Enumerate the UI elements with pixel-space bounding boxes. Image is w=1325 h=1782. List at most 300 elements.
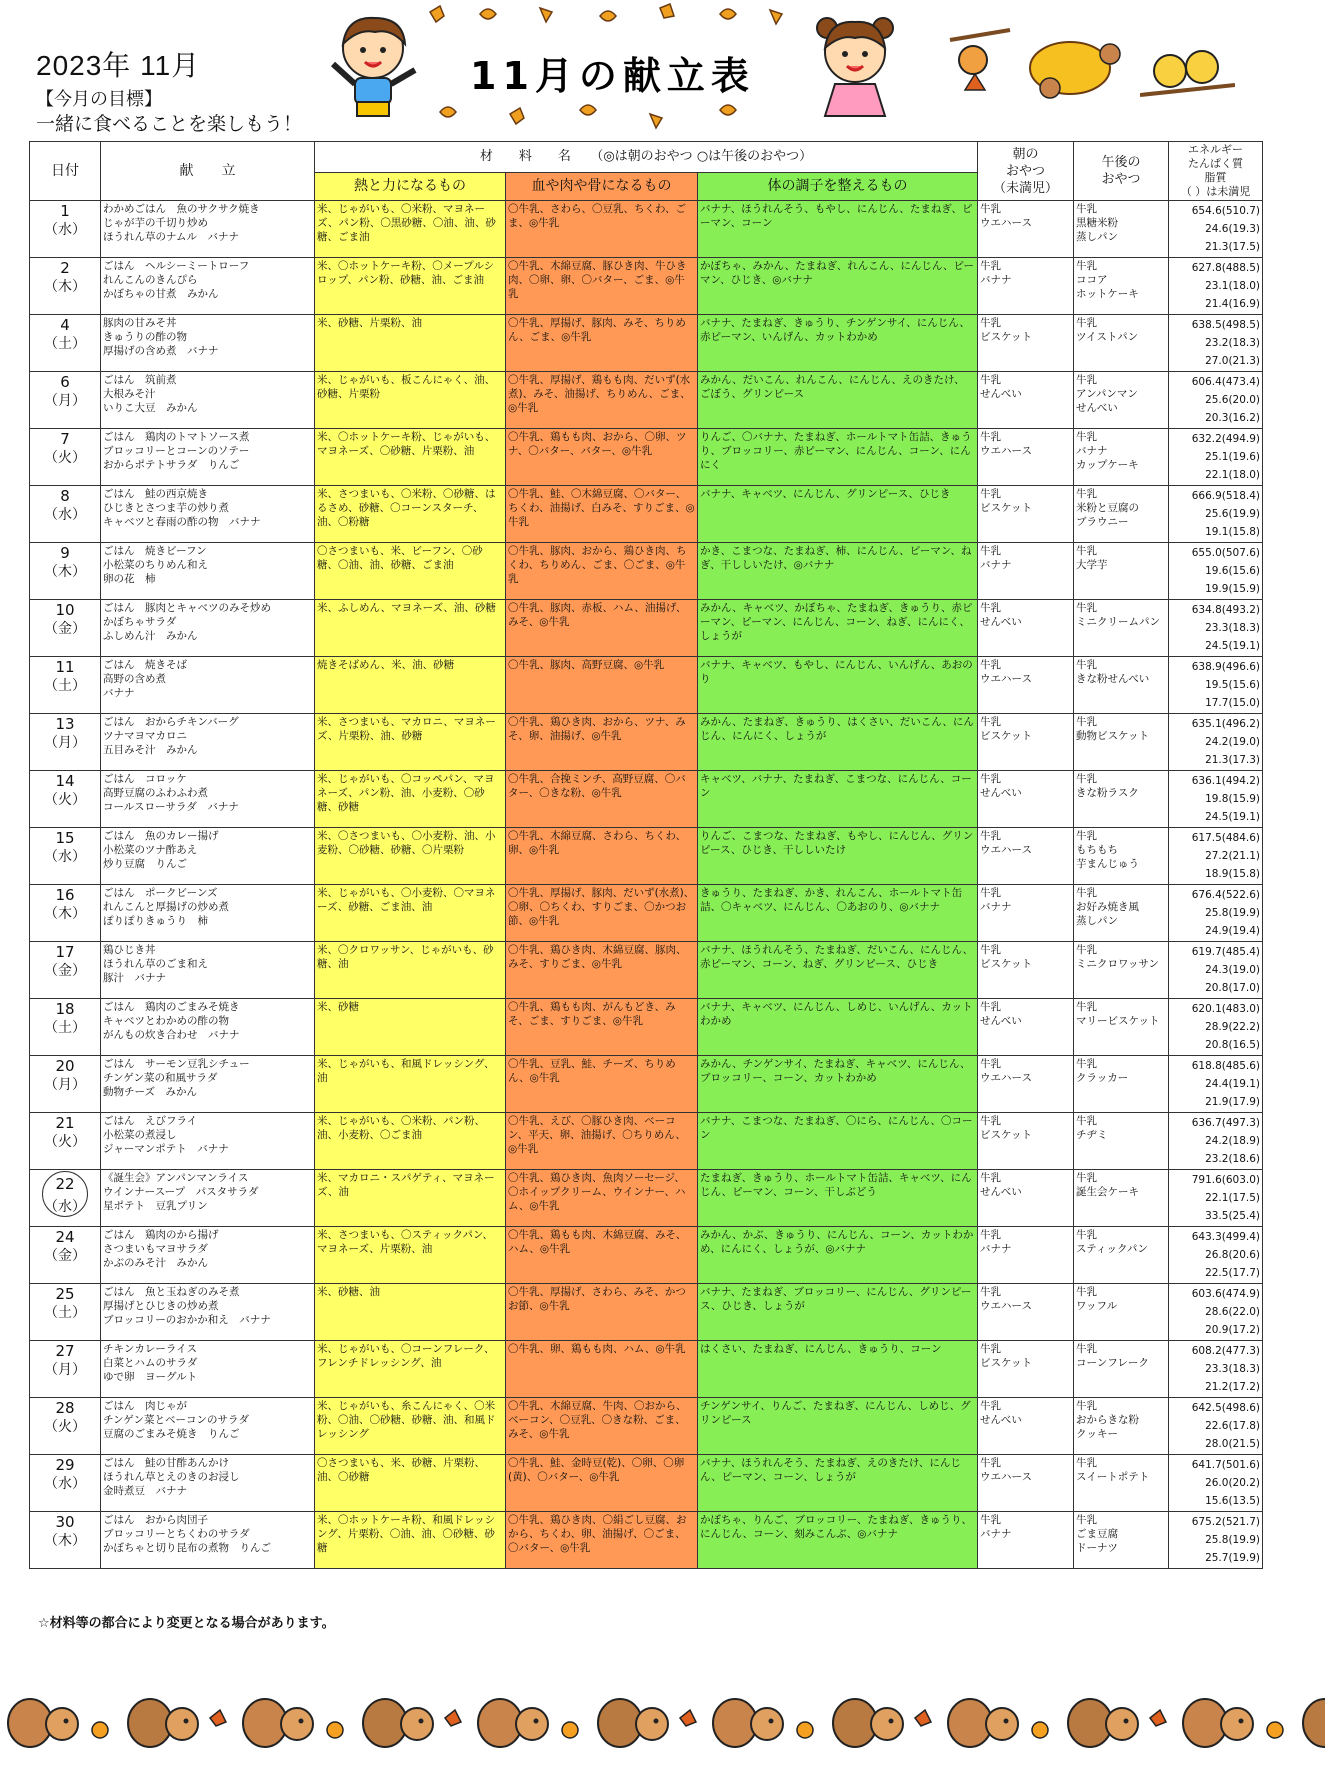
weekday: （火）: [44, 1134, 86, 1150]
heat-ingredients-cell: 米、さつまいも、〇スティックパン、マヨネーズ、片栗粉、油: [315, 1227, 506, 1284]
date-cell: [30, 1341, 101, 1398]
blood-ingredients-cell: 〇牛乳、木綿豆腐、豚ひき肉、牛ひき肉、〇卵、卵、〇バター、ごま、◎牛乳: [506, 258, 698, 315]
protein-value: 23.3(18.3): [1205, 622, 1261, 634]
blood-ingredients-cell: 〇牛乳、鶏ひき肉、〇絹ごし豆腐、おから、ちくわ、卵、油揚げ、〇ごま、〇バター、◎牛乳: [506, 1512, 698, 1569]
weekday: （水）: [44, 849, 86, 865]
fat-value: 21.2(17.2): [1205, 1381, 1261, 1393]
menu-cell: ごはん 焼きビーフン 小松菜のちりめん和え 卵の花 柿: [101, 543, 315, 600]
menu-cell: チキンカレーライス 白菜とハムのサラダ ゆで卵 ヨーグルト: [101, 1341, 315, 1398]
date-cell: [30, 543, 101, 600]
table-row: [30, 600, 1263, 657]
heat-ingredients-cell: 米、〇さつまいも、〇小麦粉、油、小麦粉、〇砂糖、砂糖、〇片栗粉: [315, 828, 506, 885]
nutrition-cell: [1169, 942, 1263, 999]
table-row: [30, 1512, 1263, 1569]
nutrition-cell: [1169, 657, 1263, 714]
body-ingredients-cell: バナナ、たまねぎ、ブロッコリー、にんじん、グリンピース、ひじき、しょうが: [698, 1284, 978, 1341]
afternoon-snack-cell: 牛乳 アンパンマン せんべい: [1074, 372, 1169, 429]
menu-cell: 《誕生会》アンパンマンライス ウインナースープ パスタサラダ 星ポテト 豆乳プリン: [101, 1170, 315, 1227]
date-number: 1: [60, 202, 70, 220]
body-ingredients-cell: みかん、かぶ、きゅうり、にんじん、コーン、カットわかめ、にんにく、しょうが、◎バナナ: [698, 1227, 978, 1284]
table-row: [30, 771, 1263, 828]
date-number: 21: [55, 1114, 75, 1132]
protein-value: 19.5(15.6): [1205, 679, 1261, 691]
energy-value: 627.8(488.5): [1191, 262, 1261, 274]
afternoon-snack-cell: 牛乳 ミニクロワッサン: [1074, 942, 1169, 999]
fat-value: 22.1(18.0): [1205, 469, 1261, 481]
table-row: [30, 1227, 1263, 1284]
energy-value: 620.1(483.0): [1191, 1003, 1261, 1015]
heat-ingredients-cell: 米、ふしめん、マヨネーズ、油、砂糖: [315, 600, 506, 657]
morning-snack-cell: 牛乳 ウエハース: [978, 657, 1074, 714]
body-ingredients-cell: バナナ、キャベツ、にんじん、グリンピース、ひじき: [698, 486, 978, 543]
afternoon-snack-cell: 牛乳 スティックパン: [1074, 1227, 1169, 1284]
weekday: （水）: [44, 1476, 86, 1492]
date-cell: [30, 1284, 101, 1341]
energy-value: 608.2(477.3): [1191, 1345, 1261, 1357]
weekday: （金）: [44, 1248, 86, 1264]
fat-value: 21.4(16.9): [1205, 298, 1261, 310]
leaf-animals-illustration: [1025, 30, 1130, 110]
fat-value: 20.8(17.0): [1205, 982, 1261, 994]
morning-snack-cell: 牛乳 バナナ: [978, 258, 1074, 315]
table-row: [30, 543, 1263, 600]
table-row: [30, 714, 1263, 771]
fat-value: 21.3(17.3): [1205, 754, 1261, 766]
menu-cell: ごはん えびフライ 小松菜の煮浸し ジャーマンポテト バナナ: [101, 1113, 315, 1170]
morning-snack-cell: 牛乳 ビスケット: [978, 486, 1074, 543]
heat-ingredients-cell: 〇さつまいも、米、ビーフン、〇砂糖、〇油、油、砂糖、ごま油: [315, 543, 506, 600]
energy-value: 634.8(493.2): [1191, 604, 1261, 616]
body-ingredients-cell: かぼちゃ、りんご、ブロッコリー、たまねぎ、きゅうり、にんじん、コーン、刻みこんぶ、◎バナナ: [698, 1512, 978, 1569]
date-cell: [30, 828, 101, 885]
menu-cell: ごはん 魚と玉ねぎのみそ煮 厚揚げとひじきの炒め煮 ブロッコリーのおかか和え バナナ: [101, 1284, 315, 1341]
date-number: 8: [60, 487, 70, 505]
menu-cell: ごはん サーモン豆乳シチュー チンゲン菜の和風サラダ 動物チーズ みかん: [101, 1056, 315, 1113]
weekday: （月）: [44, 735, 86, 751]
menu-cell: ごはん 鶏肉のトマトソース煮 ブロッコリーとコーンのソテー おからポテトサラダ りんご: [101, 429, 315, 486]
blood-ingredients-cell: 〇牛乳、豚肉、高野豆腐、◎牛乳: [506, 657, 698, 714]
body-ingredients-cell: みかん、だいこん、れんこん、にんじん、えのきたけ、ごぼう、グリンピース: [698, 372, 978, 429]
menu-cell: ごはん 肉じゃが チンゲン菜とベーコンのサラダ 豆腐のごまみそ焼き りんご: [101, 1398, 315, 1455]
chicks-illustration: [1140, 35, 1235, 110]
morning-snack-cell: 牛乳 ビスケット: [978, 714, 1074, 771]
heat-ingredients-cell: 米、砂糖、油: [315, 1284, 506, 1341]
heat-ingredients-cell: 米、〇ホットケーキ粉、じゃがいも、マヨネーズ、〇砂糖、片栗粉、油: [315, 429, 506, 486]
date-cell: [30, 714, 101, 771]
protein-value: 24.2(19.0): [1205, 736, 1261, 748]
afternoon-snack-cell: 牛乳 もちもち 芋まんじゅう: [1074, 828, 1169, 885]
afternoon-snack-cell: 牛乳 誕生会ケーキ: [1074, 1170, 1169, 1227]
energy-value: 666.9(518.4): [1191, 490, 1261, 502]
fat-value: 24.5(19.1): [1205, 640, 1261, 652]
afternoon-snack-cell: 牛乳 チヂミ: [1074, 1113, 1169, 1170]
protein-value: 23.1(18.0): [1205, 280, 1261, 292]
nutrition-cell: [1169, 1512, 1263, 1569]
weekday: （土）: [44, 1020, 86, 1036]
blood-ingredients-cell: 〇牛乳、木綿豆腐、牛肉、〇おから、ベーコン、〇豆乳、〇きな粉、ごま、みそ、◎牛乳: [506, 1398, 698, 1455]
protein-value: 25.6(19.9): [1205, 508, 1261, 520]
body-ingredients-cell: きゅうり、たまねぎ、かき、れんこん、ホールトマト缶詰、〇キャベツ、にんじん、〇あおのり、◎バナナ: [698, 885, 978, 942]
fat-value: 15.6(13.5): [1205, 1495, 1261, 1507]
header-body-condition: 体の調子を整えるもの: [698, 172, 978, 200]
blood-ingredients-cell: 〇牛乳、鮭、〇木綿豆腐、〇バター、ちくわ、油揚げ、白みそ、すりごま、◎牛乳: [506, 486, 698, 543]
heat-ingredients-cell: 米、じゃがいも、〇コッペパン、マヨネーズ、パン粉、油、小麦粉、〇砂糖、砂糖: [315, 771, 506, 828]
afternoon-snack-cell: 牛乳 黒糖米粉 蒸しパン: [1074, 201, 1169, 258]
afternoon-snack-cell: 牛乳 お好み焼き風 蒸しパン: [1074, 885, 1169, 942]
protein-value: 24.6(19.3): [1205, 223, 1261, 235]
date-number: 24: [55, 1228, 75, 1246]
afternoon-snack-cell: 牛乳 きな粉せんべい: [1074, 657, 1169, 714]
menu-cell: 豚肉の甘みそ丼 きゅうりの酢の物 厚揚げの含め煮 バナナ: [101, 315, 315, 372]
date-cell: [30, 258, 101, 315]
nutrition-cell: [1169, 600, 1263, 657]
date-number: 16: [55, 886, 75, 904]
date-number: 10: [55, 601, 75, 619]
nutrition-cell: [1169, 543, 1263, 600]
fat-value: 25.7(19.9): [1205, 1552, 1261, 1564]
nutrition-cell: [1169, 429, 1263, 486]
weekday: （水）: [44, 1199, 86, 1215]
nutrition-cell: [1169, 1398, 1263, 1455]
date-cell: [30, 885, 101, 942]
blood-ingredients-cell: 〇牛乳、厚揚げ、豚肉、みそ、ちりめん、ごま、◎牛乳: [506, 315, 698, 372]
fat-value: 19.9(15.9): [1205, 583, 1261, 595]
body-ingredients-cell: チンゲンサイ、りんご、たまねぎ、にんじん、しめじ、グリンピース: [698, 1398, 978, 1455]
heat-ingredients-cell: 米、〇ホットケーキ粉、〇メープルシロップ、パン粉、砂糖、油、ごま油: [315, 258, 506, 315]
protein-value: 24.3(19.0): [1205, 964, 1261, 976]
blood-ingredients-cell: 〇牛乳、卵、鶏もも肉、ハム、◎牛乳: [506, 1341, 698, 1398]
table-row: [30, 429, 1263, 486]
header-date: 日付: [30, 142, 101, 201]
blood-ingredients-cell: 〇牛乳、木綿豆腐、さわら、ちくわ、卵、◎牛乳: [506, 828, 698, 885]
menu-cell: ごはん おからチキンバーグ ツナマヨマカロニ 五目みそ汁 みかん: [101, 714, 315, 771]
menu-cell: ごはん 豚肉とキャベツのみそ炒め かぼちゃサラダ ふしめん汁 みかん: [101, 600, 315, 657]
fat-value: 20.3(16.2): [1205, 412, 1261, 424]
birthday-date-circle: [42, 1171, 88, 1217]
energy-value: 638.5(498.5): [1191, 319, 1261, 331]
blood-ingredients-cell: 〇牛乳、合挽ミンチ、高野豆腐、〇バター、〇きな粉、◎牛乳: [506, 771, 698, 828]
weekday: （木）: [44, 1533, 86, 1549]
protein-value: 24.4(19.1): [1205, 1078, 1261, 1090]
header-menu: 献 立: [101, 142, 315, 201]
date-cell: [30, 942, 101, 999]
weekday: （木）: [44, 906, 86, 922]
menu-cell: ごはん 魚のカレー揚げ 小松菜のツナ酢あえ 炒り豆腐 りんご: [101, 828, 315, 885]
blood-ingredients-cell: 〇牛乳、えび、〇豚ひき肉、ベーコン、平天、卵、油揚げ、〇ちりめん、◎牛乳: [506, 1113, 698, 1170]
nutrition-cell: [1169, 828, 1263, 885]
menu-rows: [30, 201, 1263, 1569]
date-number: 6: [60, 373, 70, 391]
menu-cell: ごはん 筑前煮 大根みそ汁 いりこ大豆 みかん: [101, 372, 315, 429]
date-cell: [30, 372, 101, 429]
energy-value: 655.0(507.6): [1191, 547, 1261, 559]
body-ingredients-cell: りんご、〇バナナ、たまねぎ、ホールトマト缶詰、きゅうり、ブロッコリー、赤ピーマン、にんじん、コーン、にんにく: [698, 429, 978, 486]
energy-value: 642.5(498.6): [1191, 1402, 1261, 1414]
heat-ingredients-cell: 〇さつまいも、米、砂糖、片栗粉、油、〇砂糖: [315, 1455, 506, 1512]
energy-value: 636.7(497.3): [1191, 1117, 1261, 1129]
table-row: [30, 657, 1263, 714]
nutrition-cell: [1169, 258, 1263, 315]
menu-cell: ごはん コロッケ 高野豆腐のふわふわ煮 コールスローサラダ バナナ: [101, 771, 315, 828]
fat-value: 24.5(19.1): [1205, 811, 1261, 823]
morning-snack-cell: 牛乳 ビスケット: [978, 1113, 1074, 1170]
afternoon-snack-cell: 牛乳 きな粉ラスク: [1074, 771, 1169, 828]
afternoon-snack-cell: 牛乳 大学芋: [1074, 543, 1169, 600]
date-number: 29: [55, 1456, 75, 1474]
morning-snack-cell: 牛乳 バナナ: [978, 1512, 1074, 1569]
morning-snack-cell: 牛乳 せんべい: [978, 1398, 1074, 1455]
goal-label: 【今月の目標】: [36, 89, 162, 110]
blood-ingredients-cell: 〇牛乳、鶏もも肉、おから、〇卵、ツナ、〇バター、バター、◎牛乳: [506, 429, 698, 486]
date-number: 18: [55, 1000, 75, 1018]
morning-snack-cell: 牛乳 バナナ: [978, 885, 1074, 942]
weekday: （土）: [44, 336, 86, 352]
date-cell: [30, 201, 101, 258]
body-ingredients-cell: バナナ、こまつな、たまねぎ、〇にら、にんじん、〇コーン: [698, 1113, 978, 1170]
heat-ingredients-cell: 米、じゃがいも、〇小麦粉、〇マヨネーズ、砂糖、ごま油、油: [315, 885, 506, 942]
nutrition-cell: [1169, 714, 1263, 771]
energy-value: 675.2(521.7): [1191, 1516, 1261, 1528]
menu-cell: ごはん 焼きそば 高野の含め煮 バナナ: [101, 657, 315, 714]
energy-value: 635.1(496.2): [1191, 718, 1261, 730]
fat-value: 18.9(15.8): [1205, 868, 1261, 880]
weekday: （土）: [44, 678, 86, 694]
body-ingredients-cell: バナナ、たまねぎ、きゅうり、チンゲンサイ、にんじん、赤ピーマン、いんげん、カットわかめ: [698, 315, 978, 372]
page-title: 11月の献立表: [470, 54, 755, 98]
table-row: [30, 1341, 1263, 1398]
table-row: [30, 828, 1263, 885]
morning-snack-cell: 牛乳 ウエハース: [978, 429, 1074, 486]
body-ingredients-cell: バナナ、ほうれんそう、たまねぎ、だいこん、にんじん、赤ピーマン、コーン、ねぎ、グリンピース、ひじき: [698, 942, 978, 999]
afternoon-snack-cell: 牛乳 コーンフレーク: [1074, 1341, 1169, 1398]
weekday: （土）: [44, 1305, 86, 1321]
menu-cell: 鶏ひじき丼 ほうれん草のごま和え 豚汁 バナナ: [101, 942, 315, 999]
afternoon-snack-cell: 牛乳 バナナ カップケーキ: [1074, 429, 1169, 486]
date-cell: [30, 1056, 101, 1113]
menu-cell: わかめごはん 魚のサクサク焼き じゃが芋の千切り炒め ほうれん草のナムル バナナ: [101, 201, 315, 258]
weekday: （水）: [44, 222, 86, 238]
heat-ingredients-cell: 米、〇クロワッサン、じゃがいも、砂糖、油: [315, 942, 506, 999]
body-ingredients-cell: キャベツ、バナナ、たまねぎ、こまつな、にんじん、コーン: [698, 771, 978, 828]
body-ingredients-cell: りんご、こまつな、たまねぎ、もやし、にんじん、グリンピース、ひじき、干ししいたけ: [698, 828, 978, 885]
afternoon-snack-cell: 牛乳 米粉と豆腐の ブラウニー: [1074, 486, 1169, 543]
table-row: [30, 1398, 1263, 1455]
table-row: [30, 201, 1263, 258]
protein-value: 23.3(18.3): [1205, 1363, 1261, 1375]
morning-snack-cell: 牛乳 ウエハース: [978, 1284, 1074, 1341]
morning-snack-cell: 牛乳 ウエハース: [978, 1455, 1074, 1512]
morning-snack-cell: 牛乳 ウエハース: [978, 828, 1074, 885]
menu-cell: ごはん 鶏肉のごまみそ焼き キャベツとわかめの酢の物 がんもの炊き合わせ バナナ: [101, 999, 315, 1056]
body-ingredients-cell: みかん、たまねぎ、きゅうり、はくさい、だいこん、にんじん、にんにく、しょうが: [698, 714, 978, 771]
header-heat-energy: 熱と力になるもの: [315, 172, 506, 200]
afternoon-snack-cell: 牛乳 ワッフル: [1074, 1284, 1169, 1341]
date-number: 13: [55, 715, 75, 733]
protein-value: 27.2(21.1): [1205, 850, 1261, 862]
table-row: [30, 1284, 1263, 1341]
boy-illustration: [325, 8, 425, 126]
table-row: [30, 1170, 1263, 1227]
menu-cell: ごはん ポークビーンズ れんこんと厚揚げの炒め煮 ぽりぽりきゅうり 柿: [101, 885, 315, 942]
body-ingredients-cell: バナナ、キャベツ、もやし、にんじん、いんげん、あおのり: [698, 657, 978, 714]
heat-ingredients-cell: 米、さつまいも、マカロニ、マヨネーズ、片栗粉、油、砂糖: [315, 714, 506, 771]
nutrition-cell: [1169, 201, 1263, 258]
energy-value: 676.4(522.6): [1191, 889, 1261, 901]
heat-ingredients-cell: 米、砂糖、片栗粉、油: [315, 315, 506, 372]
date-cell: [30, 1512, 101, 1569]
date-number: 14: [55, 772, 75, 790]
morning-snack-cell: 牛乳 ビスケット: [978, 315, 1074, 372]
date-cell: [30, 1170, 101, 1227]
table-row: [30, 486, 1263, 543]
nutrition-cell: [1169, 1056, 1263, 1113]
heat-ingredients-cell: 米、じゃがいも、和風ドレッシング、油: [315, 1056, 506, 1113]
afternoon-snack-cell: 牛乳 おからきな粉 クッキー: [1074, 1398, 1169, 1455]
blood-ingredients-cell: 〇牛乳、厚揚げ、豚肉、だいず(水煮)、〇卵、〇ちくわ、すりごま、〇かつお節、◎牛乳: [506, 885, 698, 942]
table-row: [30, 1113, 1263, 1170]
date-number: 20: [55, 1057, 75, 1075]
protein-value: 28.9(22.2): [1205, 1021, 1261, 1033]
afternoon-snack-cell: 牛乳 ミニクリームパン: [1074, 600, 1169, 657]
nutrition-cell: [1169, 999, 1263, 1056]
protein-value: 28.6(22.0): [1205, 1306, 1261, 1318]
morning-snack-cell: 牛乳 せんべい: [978, 771, 1074, 828]
afternoon-snack-cell: 牛乳 マリービスケット: [1074, 999, 1169, 1056]
energy-value: 638.9(496.6): [1191, 661, 1261, 673]
nutrition-cell: [1169, 885, 1263, 942]
date-number: 17: [55, 943, 75, 961]
protein-value: 25.8(19.9): [1205, 1534, 1261, 1546]
morning-snack-cell: 牛乳 バナナ: [978, 543, 1074, 600]
heat-ingredients-cell: 米、マカロニ・スパゲティ、マヨネーズ、油: [315, 1170, 506, 1227]
table-row: [30, 315, 1263, 372]
weekday: （金）: [44, 621, 86, 637]
table-row: [30, 999, 1263, 1056]
energy-value: 618.8(485.6): [1191, 1060, 1261, 1072]
date-number: 9: [60, 544, 70, 562]
table-row: [30, 942, 1263, 999]
date-number: 30: [55, 1513, 75, 1531]
body-ingredients-cell: バナナ、キャベツ、にんじん、しめじ、いんげん、カットわかめ: [698, 999, 978, 1056]
blood-ingredients-cell: 〇牛乳、厚揚げ、さわら、みそ、かつお節、◎牛乳: [506, 1284, 698, 1341]
nutrition-cell: [1169, 486, 1263, 543]
blood-ingredients-cell: 〇牛乳、豆乳、鮭、チーズ、ちりめん、◎牛乳: [506, 1056, 698, 1113]
energy-value: 603.6(474.9): [1191, 1288, 1261, 1300]
nutrition-cell: [1169, 315, 1263, 372]
date-number: 11: [55, 658, 75, 676]
heat-ingredients-cell: 焼きそばめん、米、油、砂糖: [315, 657, 506, 714]
protein-value: 22.1(17.5): [1205, 1192, 1261, 1204]
date-cell: [30, 1227, 101, 1284]
date-number: 15: [55, 829, 75, 847]
menu-cell: ごはん 鶏肉のから揚げ さつまいもマヨサラダ かぶのみそ汁 みかん: [101, 1227, 315, 1284]
energy-value: 791.6(603.0): [1191, 1174, 1261, 1186]
date-number: 22: [55, 1175, 75, 1193]
protein-value: 23.2(18.3): [1205, 337, 1261, 349]
header-nutrition: エネルギー たんぱく質 脂質 （ ）は未満児: [1169, 142, 1263, 201]
weekday: （木）: [44, 564, 86, 580]
fat-value: 20.9(17.2): [1205, 1324, 1261, 1336]
energy-value: 654.6(510.7): [1191, 205, 1261, 217]
fat-value: 22.5(17.7): [1205, 1267, 1261, 1279]
energy-value: 636.1(494.2): [1191, 775, 1261, 787]
afternoon-snack-cell: 牛乳 ごま豆腐 ドーナツ: [1074, 1512, 1169, 1569]
blood-ingredients-cell: 〇牛乳、豚肉、おから、鶏ひき肉、ちくわ、ちりめん、ごま、〇ごま、◎牛乳: [506, 543, 698, 600]
weekday: （火）: [44, 450, 86, 466]
girl-illustration: [805, 8, 905, 126]
body-ingredients-cell: かぼちゃ、みかん、たまねぎ、れんこん、にんじん、ピーマン、ひじき、◎バナナ: [698, 258, 978, 315]
blood-ingredients-cell: 〇牛乳、鶏ひき肉、おから、ツナ、みそ、卵、油揚げ、◎牛乳: [506, 714, 698, 771]
weekday: （金）: [44, 963, 86, 979]
year-month: 2023年 11月: [36, 50, 201, 81]
nutrition-cell: [1169, 1341, 1263, 1398]
date-cell: [30, 771, 101, 828]
date-cell: [30, 315, 101, 372]
fat-value: 21.9(17.9): [1205, 1096, 1261, 1108]
fat-value: 28.0(21.5): [1205, 1438, 1261, 1450]
nutrition-cell: [1169, 1113, 1263, 1170]
menu-table: [29, 141, 1263, 1569]
morning-snack-cell: 牛乳 ビスケット: [978, 942, 1074, 999]
afternoon-snack-cell: 牛乳 動物ビスケット: [1074, 714, 1169, 771]
protein-value: 24.2(18.9): [1205, 1135, 1261, 1147]
date-cell: [30, 429, 101, 486]
blood-ingredients-cell: 〇牛乳、厚揚げ、鶏もも肉、だいず(水煮)、みそ、油揚げ、ちりめん、ごま、◎牛乳: [506, 372, 698, 429]
table-row: [30, 1455, 1263, 1512]
date-number: 27: [55, 1342, 75, 1360]
footer-note: ☆材料等の都合により変更となる場合があります。: [38, 1616, 335, 1631]
heat-ingredients-cell: 米、じゃがいも、板こんにゃく、油、砂糖、片栗粉: [315, 372, 506, 429]
morning-snack-cell: 牛乳 ウエハース: [978, 201, 1074, 258]
nutrition-cell: [1169, 1170, 1263, 1227]
blood-ingredients-cell: 〇牛乳、鶏ひき肉、木綿豆腐、豚肉、みそ、すりごま、◎牛乳: [506, 942, 698, 999]
date-cell: [30, 486, 101, 543]
heat-ingredients-cell: 米、じゃがいも、〇コーンフレーク、フレンチドレッシング、油: [315, 1341, 506, 1398]
fat-value: 19.1(15.8): [1205, 526, 1261, 538]
table-row: [30, 372, 1263, 429]
weekday: （火）: [44, 792, 86, 808]
weekday: （火）: [44, 1419, 86, 1435]
blood-ingredients-cell: 〇牛乳、鶏ひき肉、魚肉ソーセージ、〇ホイップクリーム、ウインナー、ハム、◎牛乳: [506, 1170, 698, 1227]
table-row: [30, 1056, 1263, 1113]
table-row: [30, 258, 1263, 315]
menu-cell: ごはん 鮭の甘酢あんかけ ほうれん草とえのきのお浸し 金時煮豆 バナナ: [101, 1455, 315, 1512]
protein-value: 19.8(15.9): [1205, 793, 1261, 805]
protein-value: 19.6(15.6): [1205, 565, 1261, 577]
afternoon-snack-cell: 牛乳 ココア ホットケーキ: [1074, 258, 1169, 315]
heat-ingredients-cell: 米、さつまいも、〇米粉、〇砂糖、はるさめ、砂糖、〇コーンスターチ、油、〇粉糖: [315, 486, 506, 543]
afternoon-snack-cell: 牛乳 ツイストパン: [1074, 315, 1169, 372]
bird-branch-illustration: [945, 20, 1015, 115]
goal-text: 一緒に食べることを楽しもう！: [36, 113, 303, 135]
morning-snack-cell: 牛乳 バナナ: [978, 1227, 1074, 1284]
date-cell: [30, 1113, 101, 1170]
energy-value: 643.3(499.4): [1191, 1231, 1261, 1243]
protein-value: 25.8(19.9): [1205, 907, 1261, 919]
fat-value: 17.7(15.0): [1205, 697, 1261, 709]
afternoon-snack-cell: 牛乳 クラッカー: [1074, 1056, 1169, 1113]
weekday: （木）: [44, 279, 86, 295]
fat-value: 33.5(25.4): [1205, 1210, 1261, 1222]
header-morning-snack: 朝の おやつ （未満児）: [978, 142, 1074, 201]
weekday: （月）: [44, 393, 86, 409]
date-number: 7: [60, 430, 70, 448]
monthly-goal: [36, 88, 302, 136]
date-cell: [30, 1398, 101, 1455]
energy-value: 632.2(494.9): [1191, 433, 1261, 445]
nutrition-cell: [1169, 1284, 1263, 1341]
protein-value: 25.1(19.6): [1205, 451, 1261, 463]
